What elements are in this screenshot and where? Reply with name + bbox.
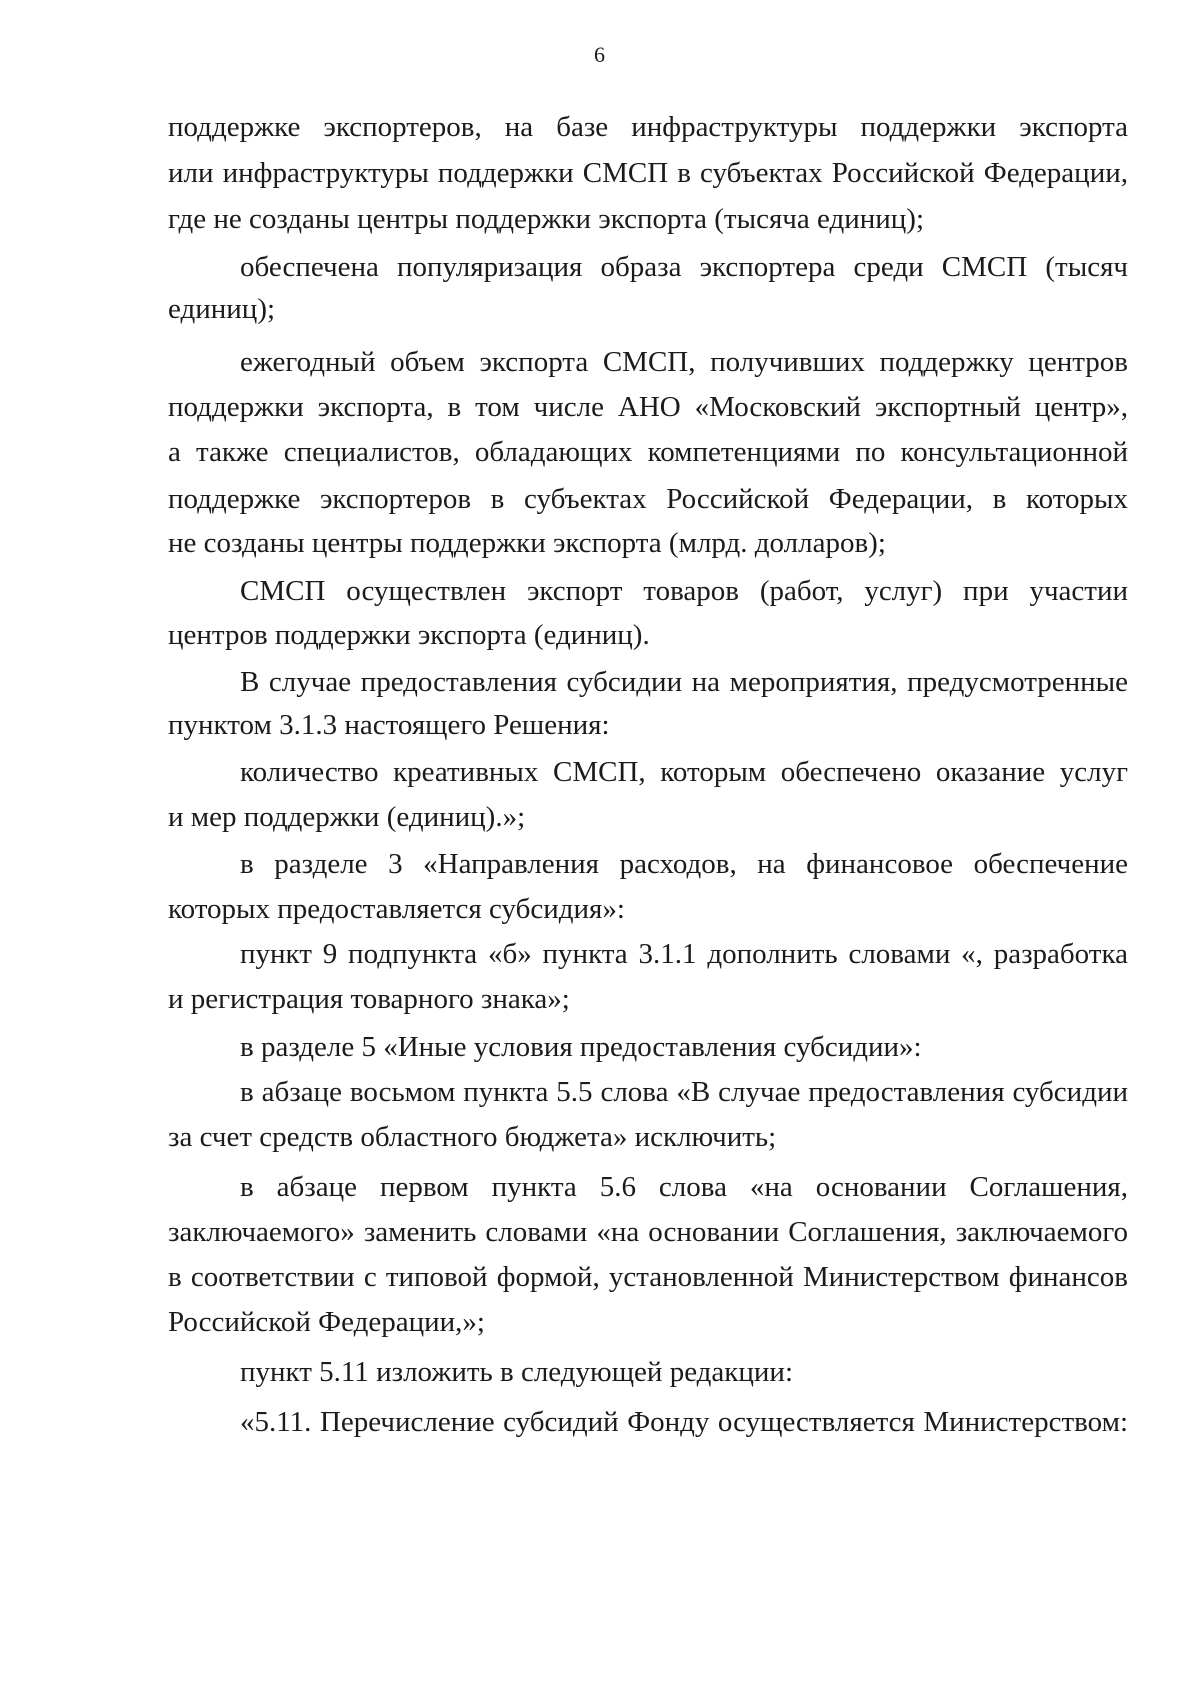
text-line: СМСП осуществлен экспорт товаров (работ, услуг) при участии: [240, 575, 1128, 607]
text-line: центров поддержки экспорта (единиц).: [168, 619, 650, 651]
text-line: поддержки экспорта, в том числе АНО «Московский экспортный центр»,: [168, 391, 1128, 423]
text-line: Российской Федерации,»;: [168, 1306, 485, 1338]
text-line: поддержке экспортеров в субъектах Российской Федерации, в которых: [168, 483, 1128, 515]
text-line: в абзаце восьмом пункта 5.5 слова «В случае предоставления субсидии: [240, 1076, 1128, 1108]
text-line: «5.11. Перечисление субсидий Фонду осуществляется Министерством:: [240, 1406, 1128, 1438]
text-line: не созданы центры поддержки экспорта (млрд. долларов);: [168, 527, 886, 559]
text-line: В случае предоставления субсидии на мероприятия, предусмотренные: [240, 666, 1128, 698]
text-line: количество креативных СМСП, которым обеспечено оказание услуг: [240, 756, 1128, 788]
text-line: единиц);: [168, 293, 276, 325]
text-line: или инфраструктуры поддержки СМСП в субъектах Российской Федерации,: [168, 157, 1128, 189]
text-line: а также специалистов, обладающих компетенциями по консультационной: [168, 436, 1128, 468]
text-line: пунктом 3.1.3 настоящего Решения:: [168, 709, 610, 741]
text-line: которых предоставляется субсидия»:: [168, 893, 625, 925]
text-line: поддержке экспортеров, на базе инфраструктуры поддержки экспорта: [168, 111, 1128, 143]
text-line: за счет средств областного бюджета» исключить;: [168, 1121, 777, 1153]
text-line: в разделе 3 «Направления расходов, на финансовое обеспечение: [240, 848, 1128, 880]
text-line: в соответствии с типовой формой, установленной Министерством финансов: [168, 1261, 1128, 1293]
text-line: пункт 5.11 изложить в следующей редакции:: [240, 1356, 794, 1388]
text-line: в абзаце первом пункта 5.6 слова «на основании Соглашения,: [240, 1171, 1128, 1203]
text-line: ежегодный объем экспорта СМСП, получивших поддержку центров: [240, 346, 1128, 378]
text-line: пункт 9 подпункта «б» пункта 3.1.1 дополнить словами «, разработка: [240, 938, 1128, 970]
text-line: и мер поддержки (единиц).»;: [168, 801, 526, 833]
text-line: в разделе 5 «Иные условия предоставления субсидии»:: [240, 1031, 922, 1063]
page-number: 6: [594, 42, 606, 67]
text-line: и регистрация товарного знака»;: [168, 983, 570, 1015]
text-line: где не созданы центры поддержки экспорта (тысяча единиц);: [168, 203, 925, 235]
text-line: заключаемого» заменить словами «на основании Соглашения, заключаемого: [168, 1216, 1128, 1248]
text-line: обеспечена популяризация образа экспортера среди СМСП (тысяч: [240, 251, 1128, 283]
